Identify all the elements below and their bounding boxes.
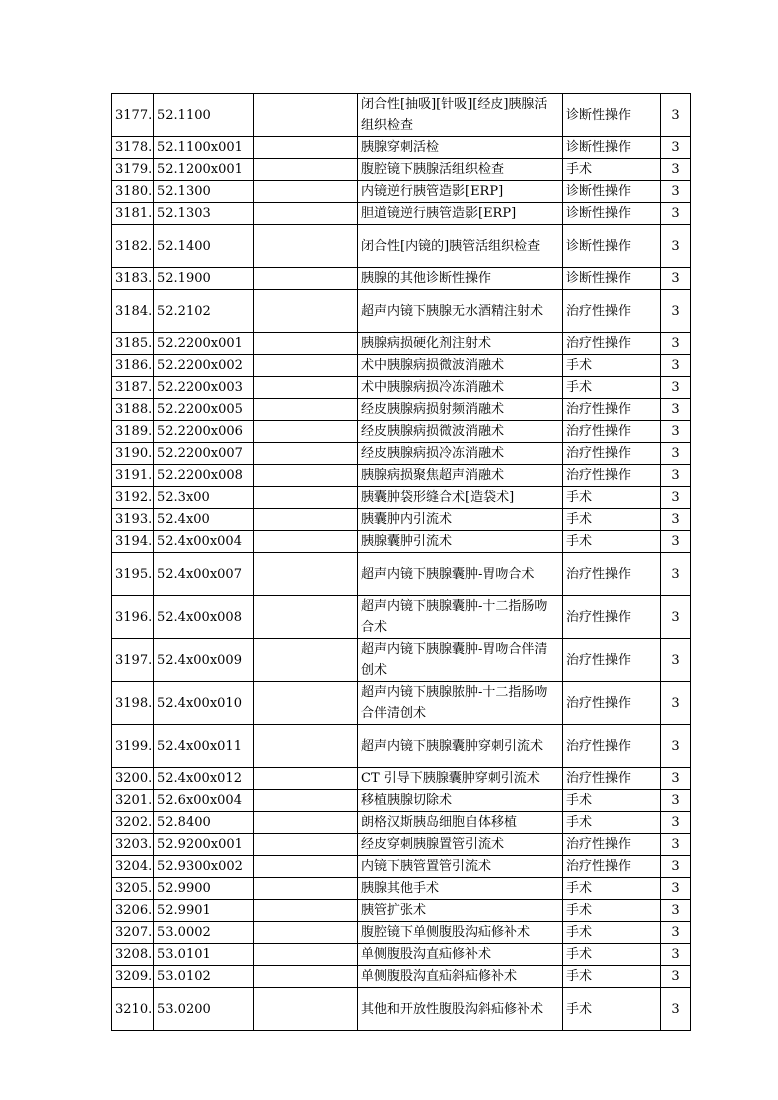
table-row xyxy=(112,988,691,1031)
extra-cell xyxy=(254,94,358,137)
extra-cell xyxy=(254,922,358,944)
row-index: 3185. xyxy=(112,333,154,355)
extra-cell xyxy=(254,790,358,812)
row-index: 3199. xyxy=(112,725,154,768)
procedure-type: 手术 xyxy=(563,159,661,181)
table-row xyxy=(112,377,691,399)
extra-cell xyxy=(254,988,358,1031)
procedure-level: 3 xyxy=(661,487,691,509)
procedure-name: 超声内镜下胰腺囊肿-胃吻合术 xyxy=(358,553,563,596)
row-index: 3203. xyxy=(112,834,154,856)
procedure-level: 3 xyxy=(661,465,691,487)
row-index: 3205. xyxy=(112,878,154,900)
procedure-type: 手术 xyxy=(563,790,661,812)
table-row xyxy=(112,443,691,465)
row-index: 3208. xyxy=(112,944,154,966)
procedure-level: 3 xyxy=(661,834,691,856)
procedure-code: 52.2200x008 xyxy=(154,465,254,487)
procedure-name: 单侧腹股沟直疝斜疝修补术 xyxy=(358,966,563,988)
procedure-name: 经皮胰腺病损射频消融术 xyxy=(358,399,563,421)
extra-cell xyxy=(254,377,358,399)
procedure-name: 超声内镜下胰腺囊肿穿刺引流术 xyxy=(358,725,563,768)
row-index: 3206. xyxy=(112,900,154,922)
row-index: 3182. xyxy=(112,225,154,268)
procedure-code: 52.2200x003 xyxy=(154,377,254,399)
procedure-name: 超声内镜下胰腺囊肿-胃吻合伴清创术 xyxy=(358,639,563,682)
extra-cell xyxy=(254,900,358,922)
table-row xyxy=(112,509,691,531)
table-row xyxy=(112,768,691,790)
procedure-code: 52.1100x001 xyxy=(154,137,254,159)
row-index: 3201. xyxy=(112,790,154,812)
procedure-type: 治疗性操作 xyxy=(563,290,661,333)
table-row xyxy=(112,333,691,355)
procedure-type: 治疗性操作 xyxy=(563,834,661,856)
procedure-type: 诊断性操作 xyxy=(563,137,661,159)
row-index: 3200. xyxy=(112,768,154,790)
row-index: 3188. xyxy=(112,399,154,421)
procedure-name: 胰管扩张术 xyxy=(358,900,563,922)
procedure-name: 术中胰腺病损微波消融术 xyxy=(358,355,563,377)
procedure-type: 手术 xyxy=(563,966,661,988)
procedure-name: 胰腺病损聚焦超声消融术 xyxy=(358,465,563,487)
procedure-code: 52.1303 xyxy=(154,203,254,225)
procedure-name: 腹腔镜下胰腺活组织检查 xyxy=(358,159,563,181)
procedure-type: 治疗性操作 xyxy=(563,333,661,355)
procedure-level: 3 xyxy=(661,159,691,181)
procedure-level: 3 xyxy=(661,812,691,834)
procedure-level: 3 xyxy=(661,553,691,596)
procedure-code: 52.8400 xyxy=(154,812,254,834)
procedure-code: 52.4x00x004 xyxy=(154,531,254,553)
row-index: 3209. xyxy=(112,966,154,988)
procedure-code: 52.2200x001 xyxy=(154,333,254,355)
table-row xyxy=(112,639,691,682)
table-row xyxy=(112,159,691,181)
extra-cell xyxy=(254,333,358,355)
table-row xyxy=(112,181,691,203)
row-index: 3187. xyxy=(112,377,154,399)
row-index: 3197. xyxy=(112,639,154,682)
procedure-code: 52.2102 xyxy=(154,290,254,333)
procedure-code: 52.1200x001 xyxy=(154,159,254,181)
row-index: 3204. xyxy=(112,856,154,878)
procedure-code: 52.6x00x004 xyxy=(154,790,254,812)
extra-cell xyxy=(254,355,358,377)
row-index: 3190. xyxy=(112,443,154,465)
extra-cell xyxy=(254,966,358,988)
procedure-name: 超声内镜下胰腺无水酒精注射术 xyxy=(358,290,563,333)
procedure-code: 52.9200x001 xyxy=(154,834,254,856)
extra-cell xyxy=(254,203,358,225)
procedure-code: 52.4x00x012 xyxy=(154,768,254,790)
procedure-level: 3 xyxy=(661,900,691,922)
row-index: 3192. xyxy=(112,487,154,509)
table-row xyxy=(112,399,691,421)
procedure-code: 52.9300x002 xyxy=(154,856,254,878)
procedure-name: 胰囊肿内引流术 xyxy=(358,509,563,531)
procedure-code: 52.2200x005 xyxy=(154,399,254,421)
procedure-type: 手术 xyxy=(563,944,661,966)
procedure-level: 3 xyxy=(661,94,691,137)
procedure-name: 经皮胰腺病损微波消融术 xyxy=(358,421,563,443)
procedure-code: 52.4x00x008 xyxy=(154,596,254,639)
procedure-name: 经皮穿刺胰腺置管引流术 xyxy=(358,834,563,856)
procedure-type: 治疗性操作 xyxy=(563,682,661,725)
procedure-code: 53.0200 xyxy=(154,988,254,1031)
procedure-code: 52.1100 xyxy=(154,94,254,137)
procedure-code: 53.0101 xyxy=(154,944,254,966)
extra-cell xyxy=(254,443,358,465)
row-index: 3207. xyxy=(112,922,154,944)
extra-cell xyxy=(254,509,358,531)
row-index: 3179. xyxy=(112,159,154,181)
extra-cell xyxy=(254,812,358,834)
procedure-level: 3 xyxy=(661,181,691,203)
table-row xyxy=(112,856,691,878)
extra-cell xyxy=(254,944,358,966)
procedure-level: 3 xyxy=(661,333,691,355)
procedure-type: 治疗性操作 xyxy=(563,465,661,487)
extra-cell xyxy=(254,399,358,421)
table-row xyxy=(112,812,691,834)
procedure-type: 治疗性操作 xyxy=(563,639,661,682)
procedure-table-body xyxy=(112,94,691,1031)
procedure-name: 腹腔镜下单侧腹股沟疝修补术 xyxy=(358,922,563,944)
row-index: 3177. xyxy=(112,94,154,137)
procedure-level: 3 xyxy=(661,790,691,812)
procedure-level: 3 xyxy=(661,421,691,443)
procedure-name: 术中胰腺病损冷冻消融术 xyxy=(358,377,563,399)
procedure-type: 治疗性操作 xyxy=(563,596,661,639)
extra-cell xyxy=(254,682,358,725)
procedure-code: 52.4x00x010 xyxy=(154,682,254,725)
procedure-level: 3 xyxy=(661,443,691,465)
row-index: 3210. xyxy=(112,988,154,1031)
procedure-name: 移植胰腺切除术 xyxy=(358,790,563,812)
row-index: 3195. xyxy=(112,553,154,596)
extra-cell xyxy=(254,553,358,596)
procedure-type: 手术 xyxy=(563,531,661,553)
procedure-level: 3 xyxy=(661,682,691,725)
procedure-name: 闭合性[抽吸][针吸][经皮]胰腺活组织检查 xyxy=(358,94,563,137)
procedure-level: 3 xyxy=(661,377,691,399)
table-row xyxy=(112,268,691,290)
table-row xyxy=(112,203,691,225)
row-index: 3191. xyxy=(112,465,154,487)
extra-cell xyxy=(254,268,358,290)
procedure-name: 朗格汉斯胰岛细胞自体移植 xyxy=(358,812,563,834)
table-row xyxy=(112,531,691,553)
procedure-type: 手术 xyxy=(563,487,661,509)
row-index: 3184. xyxy=(112,290,154,333)
procedure-type: 治疗性操作 xyxy=(563,856,661,878)
procedure-level: 3 xyxy=(661,203,691,225)
extra-cell xyxy=(254,181,358,203)
procedure-type: 诊断性操作 xyxy=(563,203,661,225)
procedure-level: 3 xyxy=(661,531,691,553)
extra-cell xyxy=(254,725,358,768)
row-index: 3194. xyxy=(112,531,154,553)
procedure-level: 3 xyxy=(661,290,691,333)
procedure-level: 3 xyxy=(661,725,691,768)
procedure-level: 3 xyxy=(661,399,691,421)
procedure-code: 52.4x00 xyxy=(154,509,254,531)
procedure-table xyxy=(111,93,691,1031)
row-index: 3181. xyxy=(112,203,154,225)
procedure-type: 诊断性操作 xyxy=(563,268,661,290)
procedure-type: 手术 xyxy=(563,812,661,834)
procedure-code: 52.2200x002 xyxy=(154,355,254,377)
table-row xyxy=(112,355,691,377)
table-row xyxy=(112,966,691,988)
procedure-type: 治疗性操作 xyxy=(563,768,661,790)
procedure-code: 52.1900 xyxy=(154,268,254,290)
procedure-level: 3 xyxy=(661,988,691,1031)
procedure-level: 3 xyxy=(661,966,691,988)
procedure-level: 3 xyxy=(661,509,691,531)
row-index: 3196. xyxy=(112,596,154,639)
table-row xyxy=(112,94,691,137)
extra-cell xyxy=(254,465,358,487)
procedure-code: 53.0002 xyxy=(154,922,254,944)
table-row xyxy=(112,487,691,509)
procedure-type: 手术 xyxy=(563,922,661,944)
row-index: 3178. xyxy=(112,137,154,159)
procedure-level: 3 xyxy=(661,596,691,639)
procedure-code: 52.9901 xyxy=(154,900,254,922)
procedure-level: 3 xyxy=(661,355,691,377)
row-index: 3180. xyxy=(112,181,154,203)
procedure-level: 3 xyxy=(661,922,691,944)
procedure-name: CT 引导下胰腺囊肿穿刺引流术 xyxy=(358,768,563,790)
table-row xyxy=(112,290,691,333)
procedure-code: 52.4x00x011 xyxy=(154,725,254,768)
procedure-code: 52.4x00x007 xyxy=(154,553,254,596)
procedure-code: 52.1300 xyxy=(154,181,254,203)
extra-cell xyxy=(254,290,358,333)
procedure-type: 手术 xyxy=(563,900,661,922)
procedure-name: 胰囊肿袋形缝合术[造袋术] xyxy=(358,487,563,509)
table-row xyxy=(112,137,691,159)
table-row xyxy=(112,465,691,487)
procedure-level: 3 xyxy=(661,225,691,268)
extra-cell xyxy=(254,531,358,553)
extra-cell xyxy=(254,137,358,159)
procedure-code: 53.0102 xyxy=(154,966,254,988)
table-row xyxy=(112,878,691,900)
extra-cell xyxy=(254,856,358,878)
procedure-type: 手术 xyxy=(563,377,661,399)
procedure-type: 诊断性操作 xyxy=(563,225,661,268)
procedure-level: 3 xyxy=(661,639,691,682)
procedure-name: 胰腺穿刺活检 xyxy=(358,137,563,159)
procedure-type: 治疗性操作 xyxy=(563,443,661,465)
procedure-type: 手术 xyxy=(563,988,661,1031)
procedure-type: 治疗性操作 xyxy=(563,421,661,443)
row-index: 3183. xyxy=(112,268,154,290)
extra-cell xyxy=(254,768,358,790)
procedure-code: 52.1400 xyxy=(154,225,254,268)
procedure-type: 治疗性操作 xyxy=(563,553,661,596)
table-row xyxy=(112,682,691,725)
procedure-code: 52.3x00 xyxy=(154,487,254,509)
procedure-type: 诊断性操作 xyxy=(563,94,661,137)
table-row xyxy=(112,790,691,812)
procedure-name: 超声内镜下胰腺囊肿-十二指肠吻合术 xyxy=(358,596,563,639)
table-row xyxy=(112,725,691,768)
row-index: 3186. xyxy=(112,355,154,377)
procedure-level: 3 xyxy=(661,856,691,878)
procedure-type: 治疗性操作 xyxy=(563,725,661,768)
procedure-name: 其他和开放性腹股沟斜疝修补术 xyxy=(358,988,563,1031)
procedure-code: 52.4x00x009 xyxy=(154,639,254,682)
procedure-name: 胰腺囊肿引流术 xyxy=(358,531,563,553)
extra-cell xyxy=(254,225,358,268)
procedure-level: 3 xyxy=(661,878,691,900)
procedure-code: 52.2200x007 xyxy=(154,443,254,465)
procedure-level: 3 xyxy=(661,137,691,159)
extra-cell xyxy=(254,596,358,639)
procedure-type: 手术 xyxy=(563,509,661,531)
procedure-code: 52.2200x006 xyxy=(154,421,254,443)
table-row xyxy=(112,553,691,596)
procedure-type: 手术 xyxy=(563,878,661,900)
table-row xyxy=(112,922,691,944)
table-row xyxy=(112,225,691,268)
row-index: 3198. xyxy=(112,682,154,725)
table-row xyxy=(112,900,691,922)
procedure-name: 经皮胰腺病损冷冻消融术 xyxy=(358,443,563,465)
procedure-type: 治疗性操作 xyxy=(563,399,661,421)
procedure-name: 单侧腹股沟直疝修补术 xyxy=(358,944,563,966)
table-row xyxy=(112,596,691,639)
procedure-code: 52.9900 xyxy=(154,878,254,900)
extra-cell xyxy=(254,639,358,682)
table-row xyxy=(112,944,691,966)
procedure-type: 手术 xyxy=(563,355,661,377)
table-row xyxy=(112,421,691,443)
row-index: 3189. xyxy=(112,421,154,443)
procedure-name: 超声内镜下胰腺脓肿-十二指肠吻合伴清创术 xyxy=(358,682,563,725)
extra-cell xyxy=(254,878,358,900)
extra-cell xyxy=(254,421,358,443)
row-index: 3202. xyxy=(112,812,154,834)
table-row xyxy=(112,834,691,856)
procedure-name: 闭合性[内镜的]胰管活组织检查 xyxy=(358,225,563,268)
row-index: 3193. xyxy=(112,509,154,531)
extra-cell xyxy=(254,834,358,856)
procedure-level: 3 xyxy=(661,944,691,966)
procedure-name: 胆道镜逆行胰管造影[ERP] xyxy=(358,203,563,225)
procedure-name: 内镜逆行胰管造影[ERP] xyxy=(358,181,563,203)
extra-cell xyxy=(254,487,358,509)
procedure-name: 胰腺病损硬化剂注射术 xyxy=(358,333,563,355)
procedure-level: 3 xyxy=(661,268,691,290)
extra-cell xyxy=(254,159,358,181)
procedure-name: 胰腺其他手术 xyxy=(358,878,563,900)
procedure-level: 3 xyxy=(661,768,691,790)
procedure-type: 诊断性操作 xyxy=(563,181,661,203)
procedure-name: 内镜下胰管置管引流术 xyxy=(358,856,563,878)
procedure-name: 胰腺的其他诊断性操作 xyxy=(358,268,563,290)
